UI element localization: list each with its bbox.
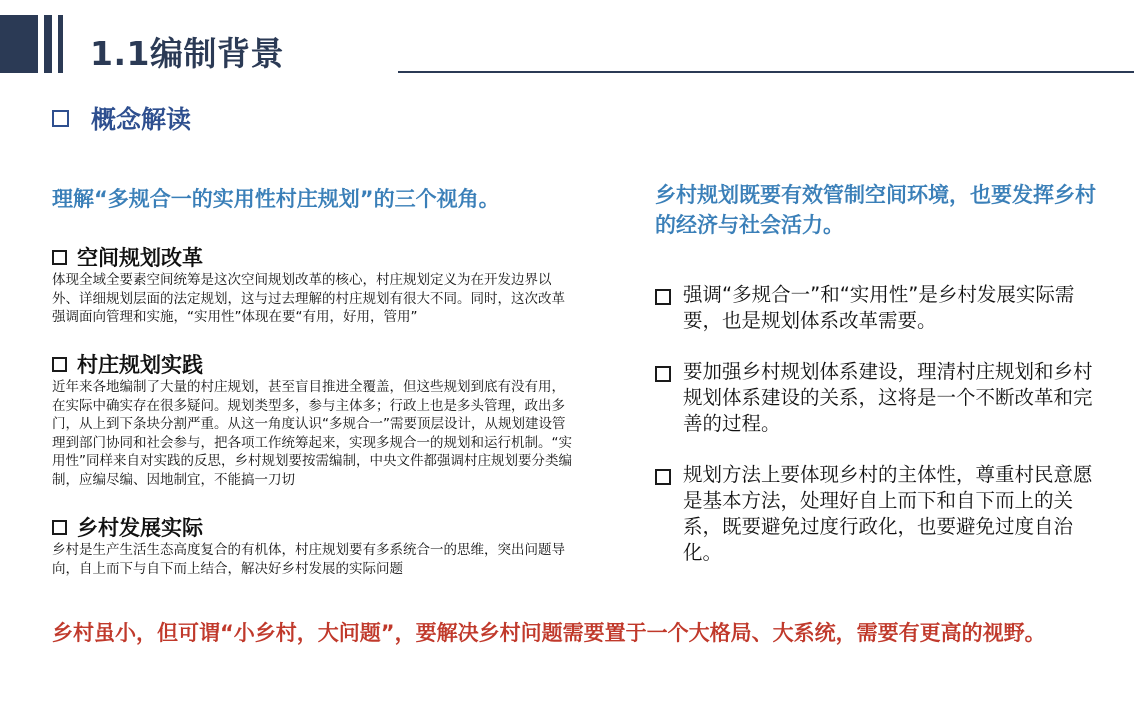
subsection-heading (52, 513, 572, 541)
decoration-bar-medium (44, 15, 52, 73)
decoration-bar-wide (0, 15, 38, 73)
left-lead-statement: 理解“多规合一的实用性村庄规划”的三个视角。 (52, 187, 500, 211)
square-bullet-icon (52, 357, 67, 372)
subsection-body: 近年来各地编制了大量的村庄规划，甚至盲目推进全覆盖，但这些规划到底有没有用，在实际中确实存在很多疑问。规划类型多，参与主体多；行政上也是多头管理，政出多门，从上到下条块分割严重。从这一角度认识“多规合一”需要顶层设计，从规划建设管理到部门协同和社会参与，把各项工作统筹起来，实现多规合一的规划和运行机制。“实用性”同样来自对实践的反思，乡村规划要按需编制，中央文件都强调村庄规划要分类编制，应编尽编、因地制宜，不能搞一刀切 (52, 379, 572, 488)
square-bullet-icon (655, 469, 671, 485)
subsection-title: 空间规划改革 (77, 246, 203, 270)
square-bullet-icon (655, 366, 671, 382)
subsection-rural-development (52, 513, 572, 578)
subsection-heading (52, 350, 572, 378)
right-bullet-item (655, 359, 1095, 437)
right-bullet-item (655, 462, 1095, 566)
square-bullet-icon (52, 520, 67, 535)
subsection-body: 乡村是生产生活生态高度复合的有机体，村庄规划要有多系统合一的思维，突出问题导向，自上而下与自下而上结合，解决好乡村发展的实际问题 (52, 542, 565, 577)
section-heading (52, 100, 191, 136)
title-underline (398, 71, 1134, 73)
bullet-text: 要加强乡村规划体系建设，理清村庄规划和乡村规划体系建设的关系，这将是一个不断改革和完善的过程。 (683, 360, 1093, 435)
subsection-heading (52, 243, 572, 271)
decoration-bar-thin (58, 15, 63, 73)
subsection-title: 村庄规划实践 (77, 353, 203, 377)
square-bullet-icon (52, 250, 67, 265)
square-bullet-icon (655, 289, 671, 305)
bullet-text: 规划方法上要体现乡村的主体性，尊重村民意愿是基本方法，处理好自上而下和自下而上的关系，既要避免过度行政化，也要避免过度自治化。 (683, 463, 1093, 564)
square-bullet-icon (52, 110, 69, 127)
bullet-text: 强调“多规合一”和“实用性”是乡村发展实际需要，也是规划体系改革需要。 (683, 283, 1075, 332)
title-decoration-bars (0, 15, 70, 73)
subsection-body: 体现全域全要素空间统筹是这次空间规划改革的核心，村庄规划定义为在开发边界以外、详细规划层面的法定规划，这与过去理解的村庄规划有很大不同。同时，这次改革强调面向管理和实施，“实用性”体现在要“有用，好用，管用” (52, 272, 565, 326)
section-heading-label: 概念解读 (91, 105, 192, 134)
page-title: 1.1编制背景 (90, 34, 284, 73)
right-lead-statement: 乡村规划既要有效管制空间环境，也要发挥乡村的经济与社会活力。 (655, 183, 1096, 237)
subsection-village-practice (52, 350, 572, 490)
subsection-title: 乡村发展实际 (77, 516, 203, 540)
subsection-spatial-planning (52, 243, 572, 327)
bottom-highlight-note: 乡村虽小，但可谓“小乡村，大问题”，要解决乡村问题需要置于一个大格局、大系统，需要有更高的视野。 (52, 621, 1046, 645)
right-bullet-item (655, 282, 1095, 334)
